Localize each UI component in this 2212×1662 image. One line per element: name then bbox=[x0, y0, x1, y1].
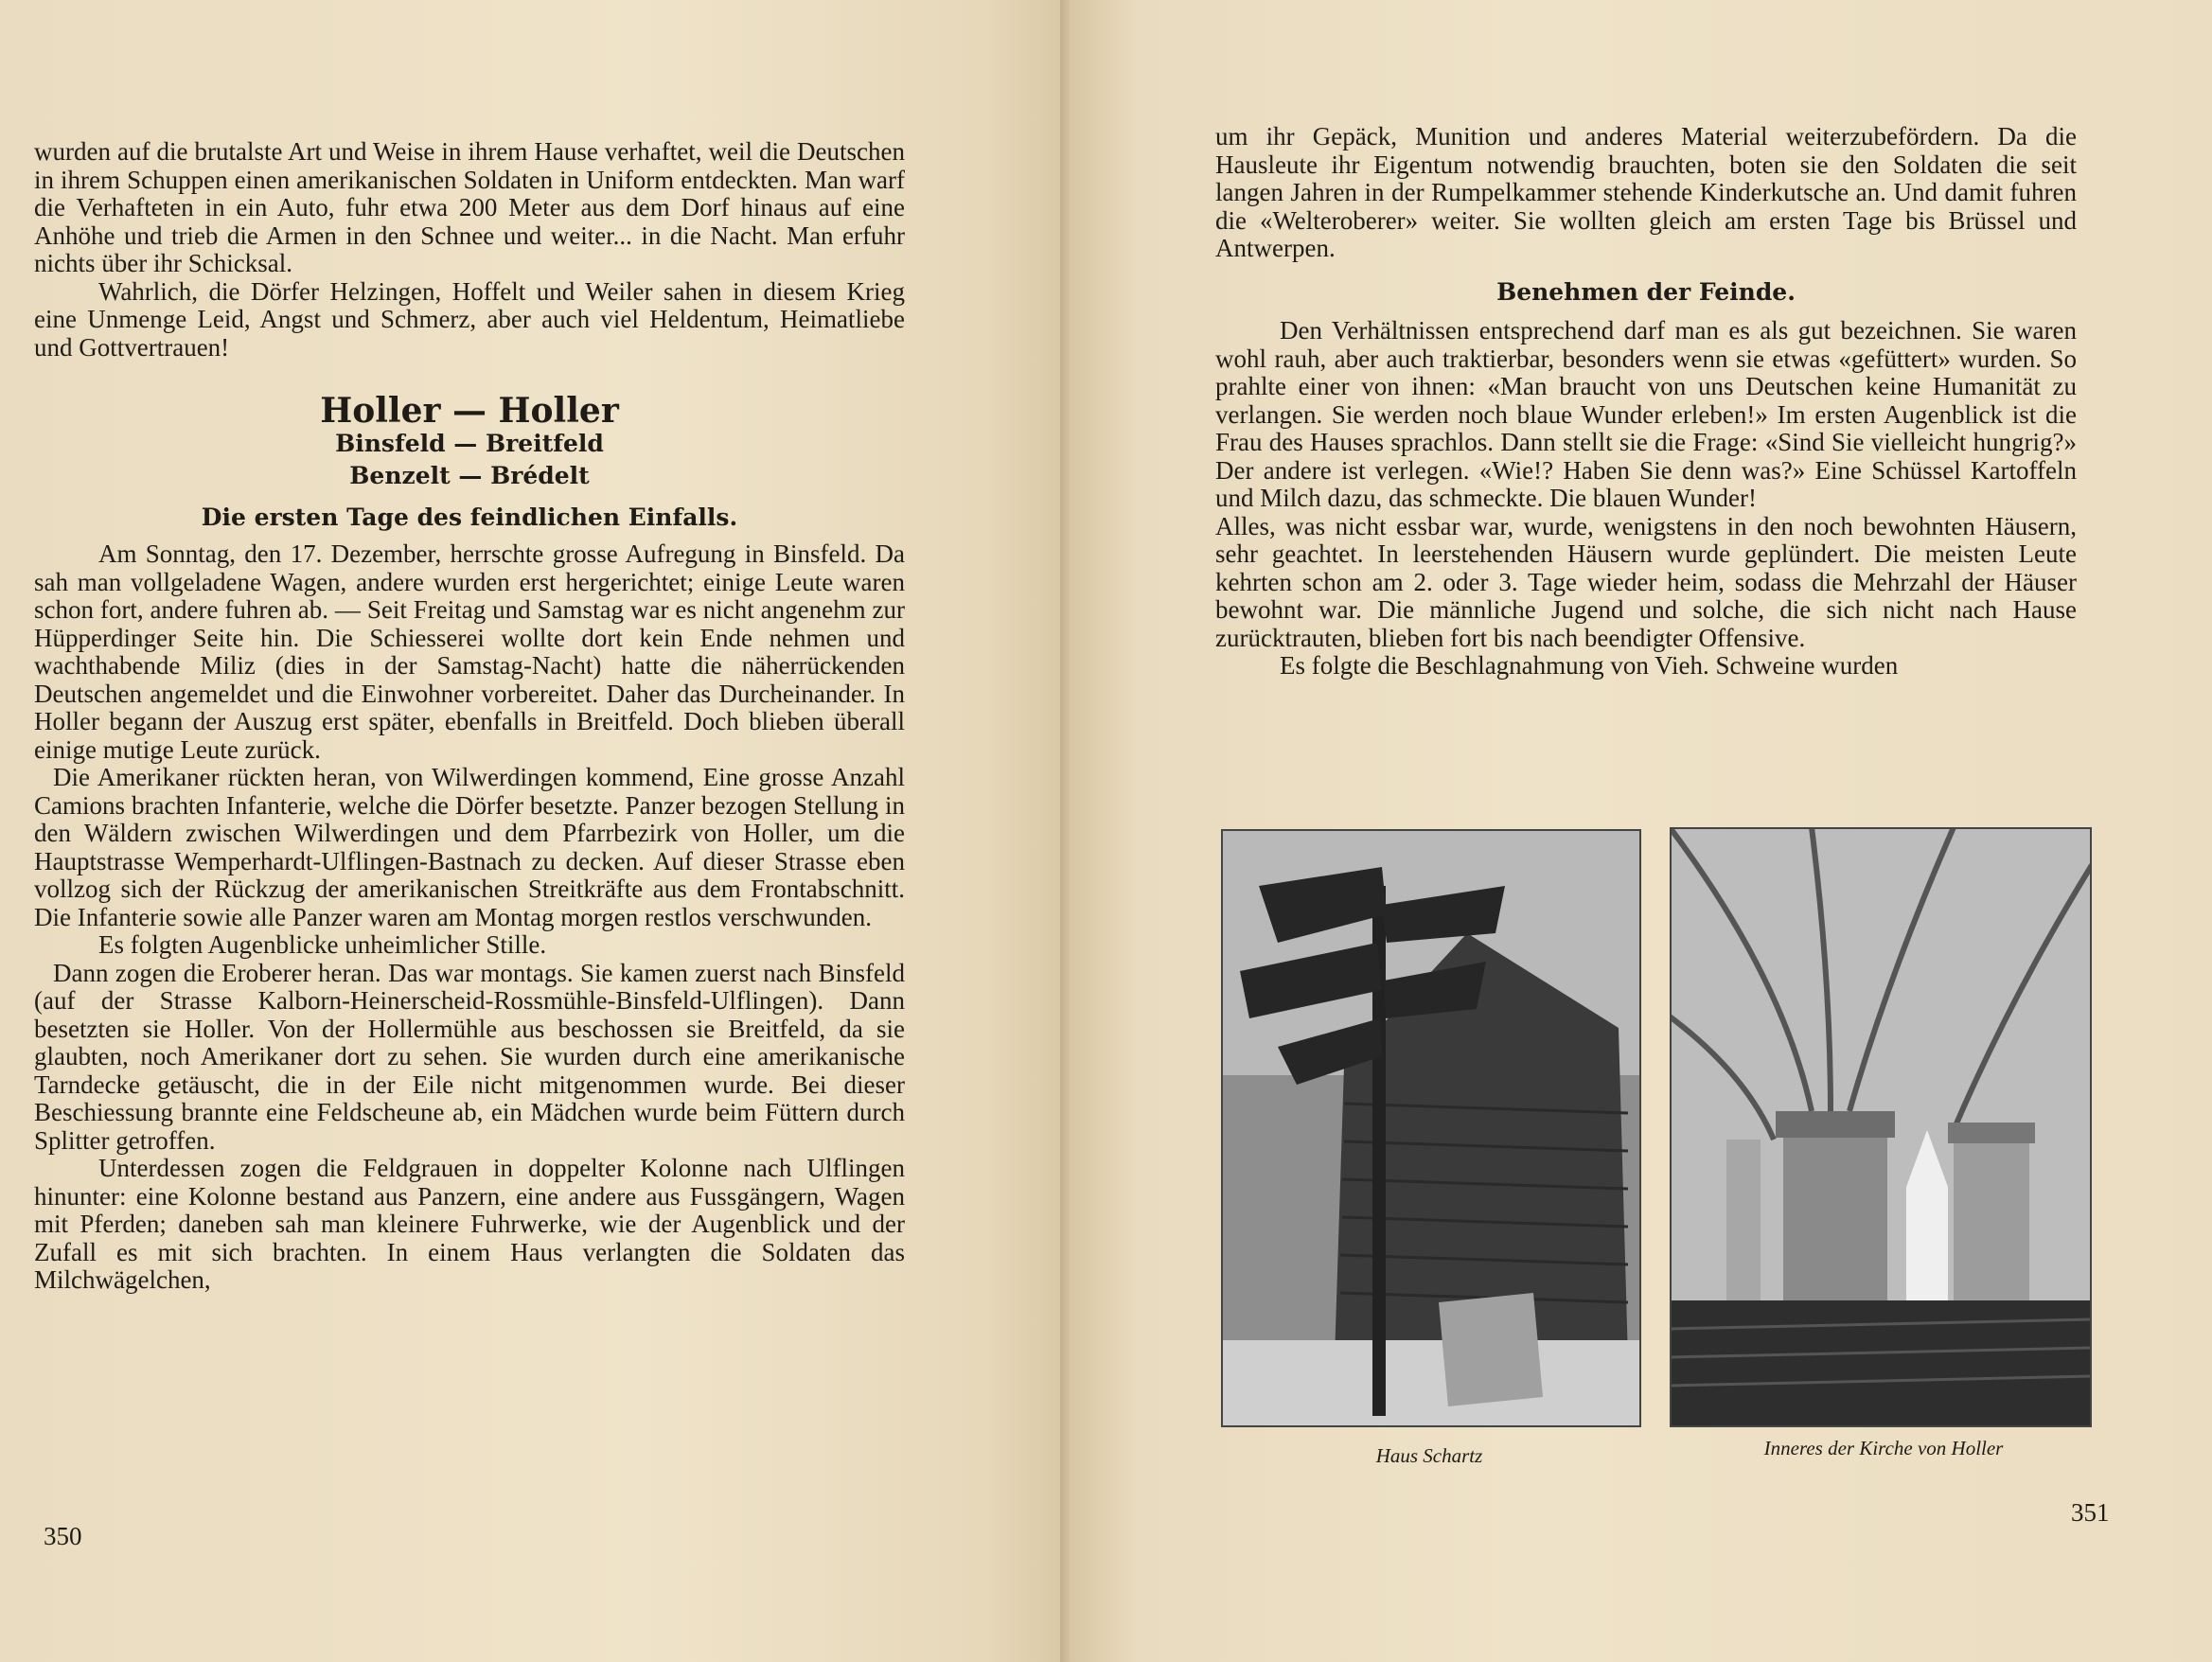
section-heading-right: Benehmen der Feinde. bbox=[1496, 277, 1796, 306]
right-page bbox=[1070, 0, 2212, 1662]
chapter-subtitle-2: Benzelt — Brédelt bbox=[349, 461, 590, 489]
chapter-title: Holler — Holler bbox=[320, 391, 619, 431]
left-body-paragraph-1: Am Sonntag, den 17. Dezember, herrschte grosse Aufregung in Binsfeld. Da sah man vollgeladene Wagen, andere wurden erst hergerichtet; einige Leute waren schon fort, andere fuhren ab. — Seit Freitag und Samstag war es nicht angenehm zur Hüpperdinger Seite hin. Die Schiesserei wollte dort kein Ende nehmen und wachthabende Miliz (dies in der Samstag-Nacht) hatte die näherrückenden Deutschen angemeldet und die Einwohner vorbereitet. Daher das Durcheinander. In Holler begann der Auszug erst später, ebenfalls in Breitfeld. Doch blieben überall einige mutige Leute zurück. bbox=[34, 539, 905, 764]
chapter-subtitle-1: Binsfeld — Breitfeld bbox=[335, 429, 604, 457]
right-body-paragraph-3: Es folgte die Beschlagnahmung von Vieh. Schweine wurden bbox=[1280, 651, 1899, 680]
caption-haus-schartz: Haus Schartz bbox=[1375, 1444, 1483, 1467]
left-body-paragraph-2: Die Amerikaner rückten heran, von Wilwerdingen kommend, Eine grosse Anzahl Camions brachten Infanterie, welche die Dörfer besetzte. Panzer bezogen Stellung in den Wäldern zwischen Wilwerdingen und dem Pfarrbezirk von Holler, um die Hauptstrasse Wemperhardt-Ulflingen-Bastnach zu decken. Auf dieser Strasse eben vollzog sich der Rückzug der amerikanischen Streitkräfte aus dem Frontabschnitt. Die Infanterie sowie alle Panzer waren am Montag morgen restlos verschwunden. bbox=[34, 763, 905, 931]
right-text-column bbox=[1215, 123, 2077, 681]
caption-church-interior: Inneres der Kirche von Holler bbox=[1763, 1437, 2004, 1459]
left-page bbox=[0, 0, 1070, 1662]
section-heading-left: Die ersten Tage des feindlichen Einfalls. bbox=[201, 503, 738, 531]
page-number-left: 350 bbox=[44, 1522, 82, 1550]
photo-church-interior bbox=[1670, 827, 2092, 1427]
left-body-paragraph-4: Dann zogen die Eroberer heran. Das war montags. Sie kamen zuerst nach Binsfeld (auf der Strasse Kalborn-Heinerscheid-Rossmühle-Binsfeld-Ulflingen). Dann besetzten sie Holler. Von der Hollermühle aus beschossen sie Breitfeld, da sie glaubten, noch Amerikaner dort zu sehen. Sie wurden durch eine amerikanische Tarndecke getäuscht, die in der Eile nicht mitgenommen wurde. Bei dieser Beschiessung brannte eine Feldscheune ab, ein Mädchen wurde beim Füttern durch Splitter getroffen. bbox=[34, 958, 905, 1155]
left-paragraph-2: Wahrlich, die Dörfer Helzingen, Hoffelt und Weiler sahen in diesem Krieg eine Unmenge Leid, Angst und Schmerz, aber auch viel Heldentum, Heimatliebe und Gottvertrauen! bbox=[34, 276, 905, 362]
left-body-paragraph-5: Unterdessen zogen die Feldgrauen in doppelter Kolonne nach Ulflingen hinunter: eine Kolonne bestand aus Panzern, eine andere aus Fussgängern, Wagen mit Pferden; daneben sah man kleinere Fuhrwerke, wie der Augenblick und der Zufall es mit sich brachten. In einem Haus verlangten die Soldaten das Milchwägelchen, bbox=[34, 1154, 905, 1294]
left-paragraph-1: wurden auf die brutalste Art und Weise in ihrem Hause verhaftet, weil die Deutschen in ihrem Schuppen einen amerikanischen Soldaten in Uniform entdeckten. Man warf die Verhafteten in ein Auto, fuhr etwa 200 Meter aus dem Dorf hinaus auf eine Anhöhe und trieb die Armen in den Schnee und weiter... in die Nacht. Man erfuhr nichts über ihr Schicksal. bbox=[34, 137, 905, 277]
left-text-column bbox=[34, 138, 905, 1295]
right-body-paragraph-2: Alles, was nicht essbar war, wurde, wenigstens in den noch bewohnten Häusern, sehr geachtet. In leerstehenden Häusern wurde geplündert. Die meisten Leute kehrten schon am 2. oder 3. Tage wieder heim, sodass die Mehrzahl der Häuser bewohnt war. Die männliche Jugend und solche, die sich nicht nach Hause zurücktrauten, blieben fort bis nach beendigter Offensive. bbox=[1215, 511, 2077, 652]
church-photo-image bbox=[1670, 827, 2092, 1427]
house-photo-image bbox=[1221, 829, 1641, 1427]
right-paragraph-1: um ihr Gepäck, Munition und anderes Material weiterzubefördern. Da die Hausleute ihr Eigentum notwendig brauchten, boten sie den Soldaten die seit langen Jahren in der Rumpelkammer stehende Kinderkutsche an. Und damit fuhren die «Welteroberer» weiter. Sie wollten gleich am ersten Tage bis Brüssel und Antwerpen. bbox=[1215, 122, 2077, 262]
right-body-paragraph-1: Den Verhältnissen entsprechend darf man es als gut bezeichnen. Sie waren wohl rauh, aber auch traktierbar, besonders wenn sie etwas «gefüttert» wurden. So prahlte einer von ihnen: «Man braucht von uns Deutschen keine Humanität zu verlangen. Sie werden noch blaue Wunder erleben!» Im ersten Augenblick ist die Frau des Hauses sprachlos. Dann stellt sie die Frage: «Sind Sie vielleicht hungrig?» Der andere ist verlegen. «Wie!? Haben Sie denn was?» Eine Schüssel Kartoffeln und Milch dazu, das schmeckte. Die blauen Wunder! bbox=[1215, 316, 2077, 512]
left-body-paragraph-3: Es folgten Augenblicke unheimlicher Stille. bbox=[98, 930, 547, 959]
photo-haus-schartz bbox=[1221, 829, 1641, 1427]
page-number-right: 351 bbox=[2071, 1498, 2110, 1527]
